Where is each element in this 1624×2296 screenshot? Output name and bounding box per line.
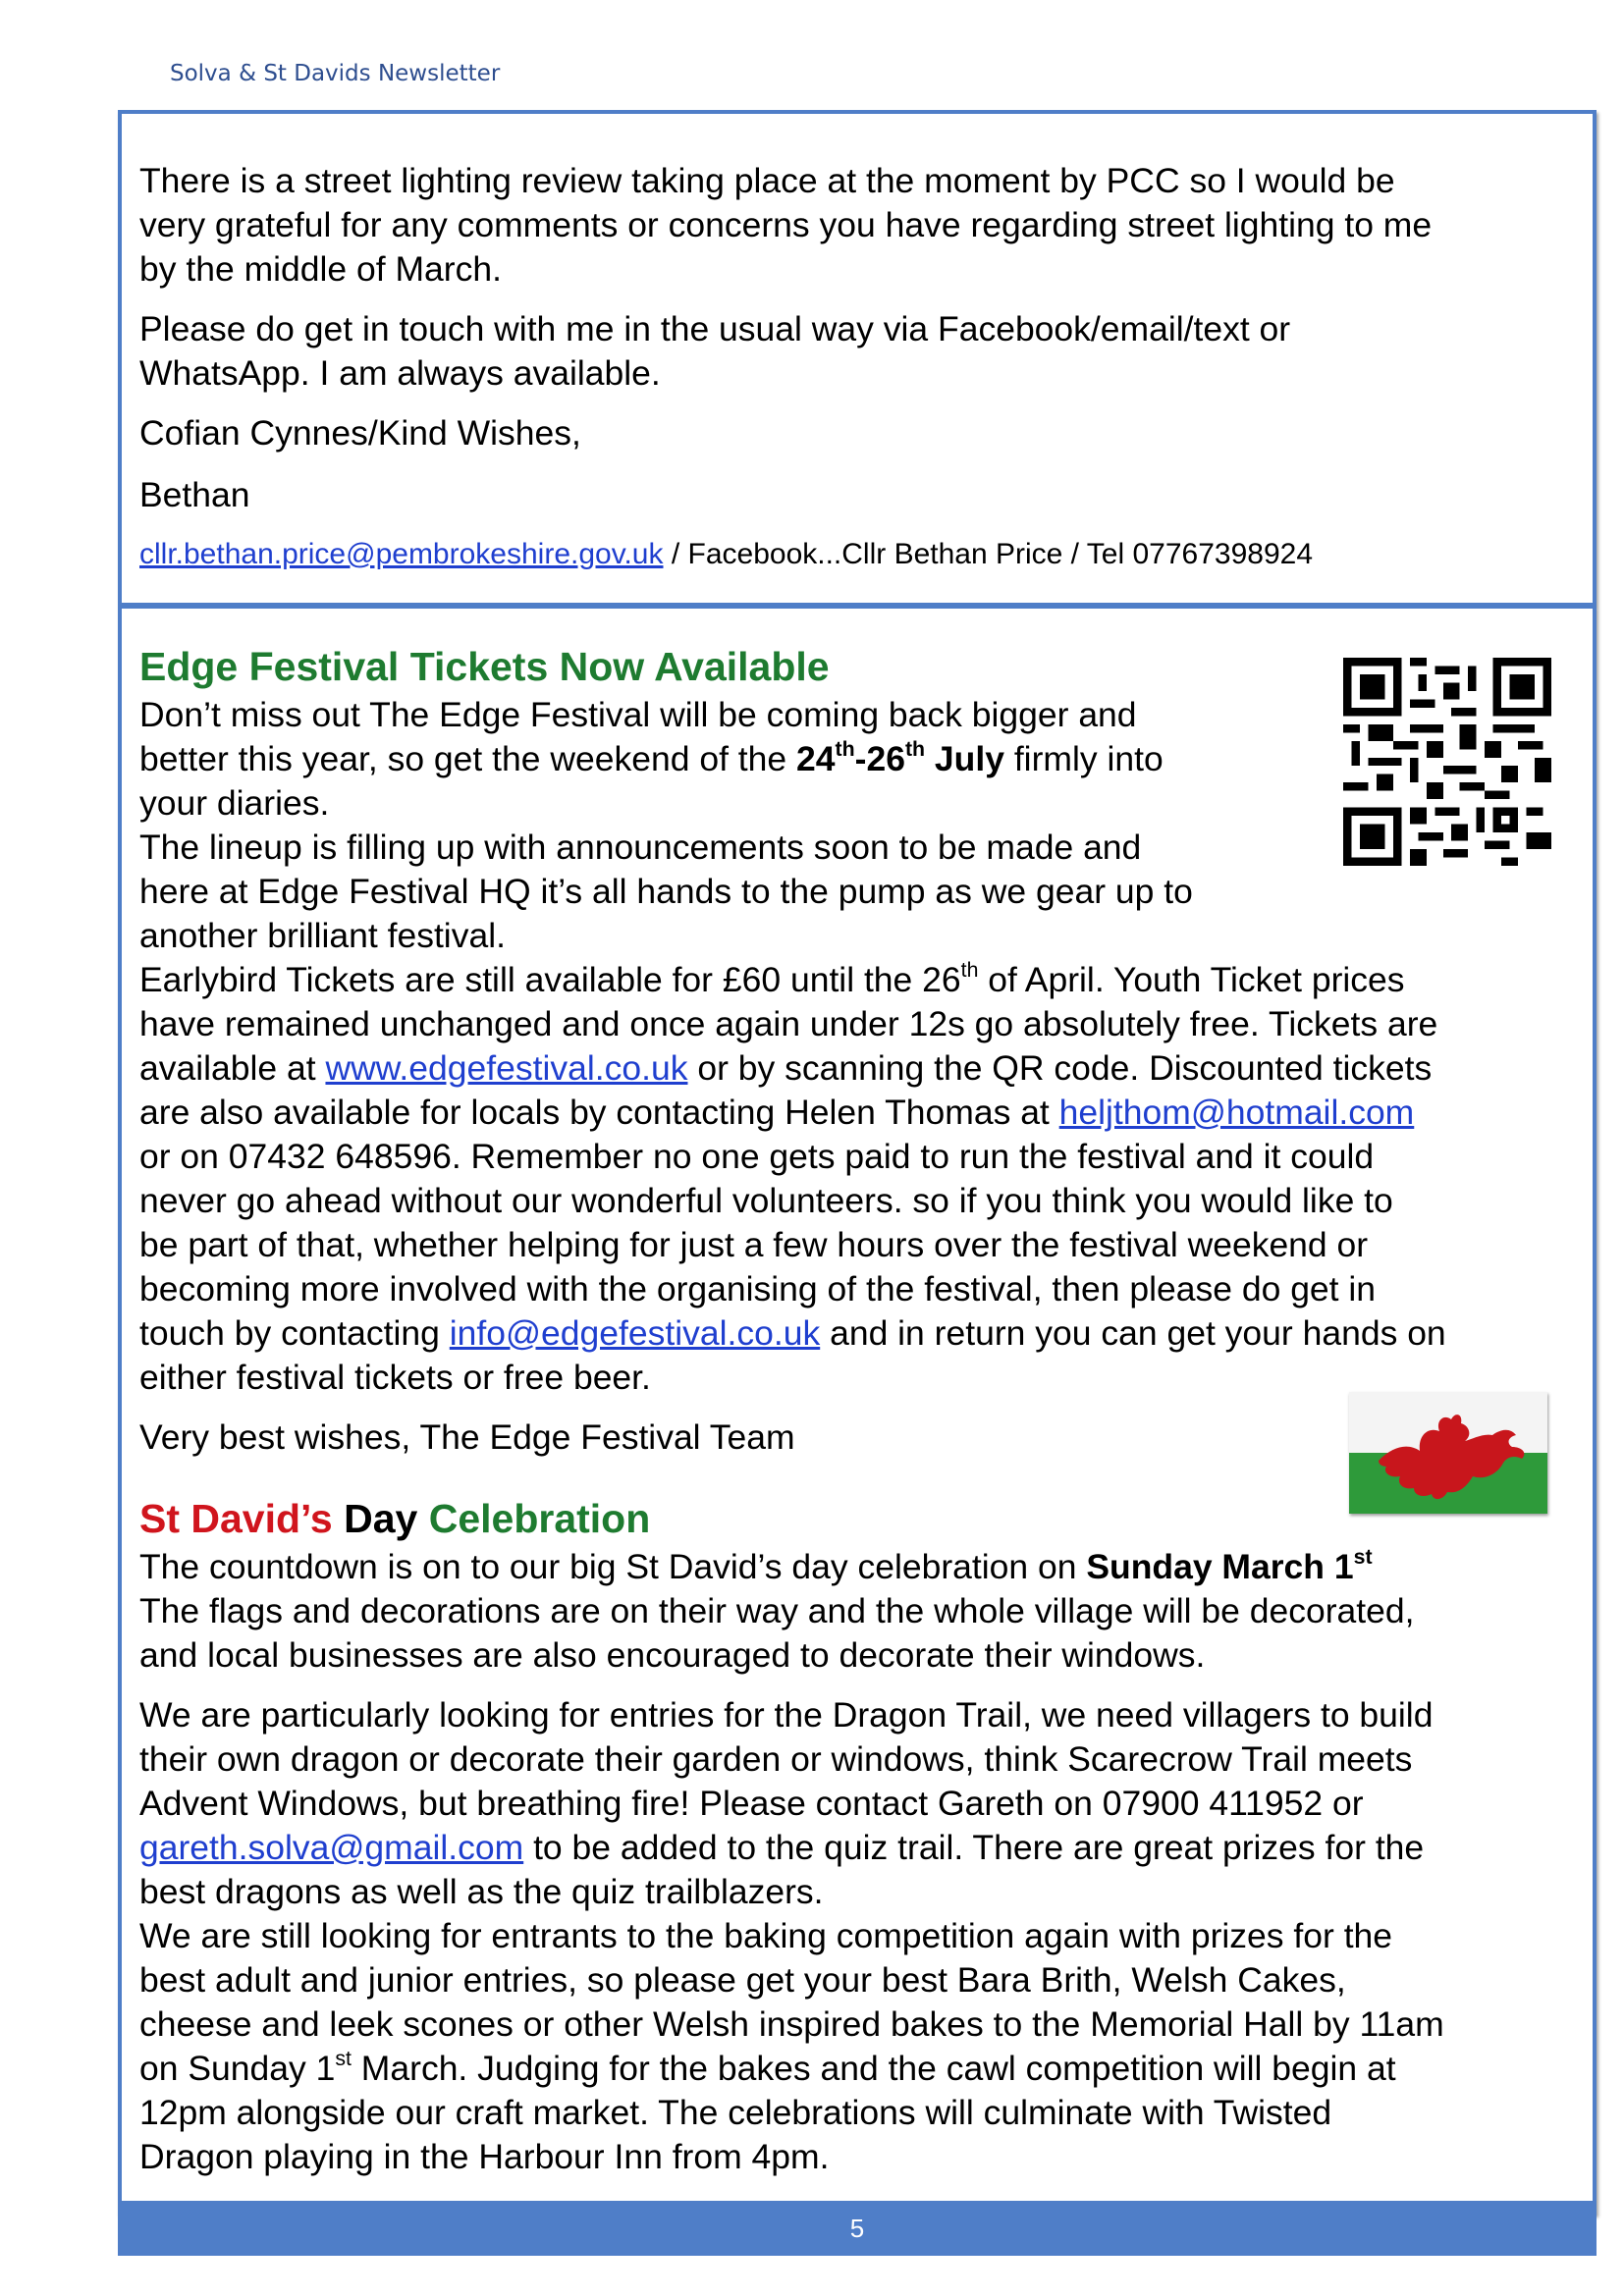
contact-details: / Facebook...Cllr Bethan Price / Tel 07767398924 [663, 538, 1314, 570]
edge-line: available at www.edgefestival.co.uk or by scanning the QR code. Discounted tickets [139, 1048, 1433, 1088]
edge-line: another brilliant festival. [139, 916, 506, 955]
welsh-flag-icon [1349, 1392, 1547, 1514]
edge-line: The lineup is filling up with announcements soon to be made and [139, 828, 1142, 867]
edge-line: are also available for locals by contacting Helen Thomas at heljthom@hotmail.com [139, 1093, 1415, 1132]
edge-line: Earlybird Tickets are still available for £60 until the 26th of April. Youth Ticket prices [139, 958, 1405, 999]
stdavid-line: We are particularly looking for entries for the Dragon Trail, we need villagers to build [139, 1695, 1434, 1735]
councillor-para1-line1: There is a street lighting review taking place at the moment by PCC so I would be [139, 161, 1395, 200]
councillor-email-link[interactable]: cllr.bethan.price@pembrokeshire.gov.uk [139, 538, 664, 570]
edge-info-email-link[interactable]: info@edgefestival.co.uk [449, 1313, 821, 1353]
stdavid-line: best dragons as well as the quiz trailblazers. [139, 1872, 824, 1911]
councillor-para2-line2: WhatsApp. I am always available. [139, 353, 661, 393]
councillor-para1-line2: very grateful for any comments or concerns you have regarding street lighting to me [139, 205, 1433, 244]
edge-website-link[interactable]: www.edgefestival.co.uk [325, 1048, 688, 1088]
stdavid-line: The countdown is on to our big St David’s day celebration on Sunday March 1st [139, 1545, 1373, 1586]
edge-line: here at Edge Festival HQ it’s all hands to the pump as we gear up to [139, 872, 1193, 911]
edge-heading: Edge Festival Tickets Now Available [139, 644, 830, 689]
edge-line: or on 07432 648596. Remember no one gets paid to run the festival and it could [139, 1137, 1375, 1176]
edge-line: your diaries. [139, 783, 330, 823]
newsletter-header: Solva & St Davids Newsletter [170, 61, 501, 86]
helen-email-link[interactable]: heljthom@hotmail.com [1058, 1093, 1415, 1132]
edge-line: have remained unchanged and once again under 12s go absolutely free. Tickets are [139, 1004, 1438, 1043]
edge-line: better this year, so get the weekend of the 24th-26th July firmly into [139, 737, 1164, 778]
edge-line: be part of that, whether helping for just a few hours over the festival weekend or [139, 1225, 1369, 1264]
page-footer [118, 2201, 1597, 2256]
stdavid-line: best adult and junior entries, so please get your best Bara Brith, Welsh Cakes, [139, 1960, 1346, 2000]
gareth-email-link[interactable]: gareth.solva@gmail.com [139, 1828, 524, 1867]
stdavid-line: The flags and decorations are on their way and the whole village will be decorated, [139, 1591, 1415, 1630]
edge-line: either festival tickets or free beer. [139, 1358, 651, 1397]
stdavid-line: We are still looking for entrants to the baking competition again with prizes for the [139, 1916, 1393, 1955]
qr-code-icon[interactable] [1343, 658, 1551, 866]
stdavid-line: cheese and leek scones or other Welsh inspired bakes to the Memorial Hall by 11am [139, 2004, 1444, 2044]
edge-signoff: Very best wishes, The Edge Festival Team [139, 1417, 795, 1457]
signature-name: Bethan [139, 475, 250, 514]
signoff: Cofian Cynnes/Kind Wishes, [139, 413, 581, 453]
contact-line [139, 532, 1313, 576]
stdavid-line: their own dragon or decorate their garden or windows, think Scarecrow Trail meets [139, 1739, 1413, 1779]
edge-line: never go ahead without our wonderful volunteers. so if you think you would like to [139, 1181, 1393, 1220]
stdavid-line: Advent Windows, but breathing fire! Please contact Gareth on 07900 411952 or [139, 1784, 1364, 1823]
stdavid-line: 12pm alongside our craft market. The celebrations will culminate with Twisted [139, 2093, 1332, 2132]
edge-line: becoming more involved with the organising of the festival, then please do get in [139, 1269, 1377, 1308]
councillor-para1-line3: by the middle of March. [139, 249, 502, 289]
stdavid-line: gareth.solva@gmail.com to be added to the quiz trail. There are great prizes for the [139, 1828, 1425, 1867]
page-number: 5 [849, 2214, 865, 2243]
stdavid-line: and local businesses are also encouraged to decorate their windows. [139, 1635, 1206, 1675]
edge-line: Don’t miss out The Edge Festival will be coming back bigger and [139, 695, 1137, 734]
councillor-para2-line1: Please do get in touch with me in the usual way via Facebook/email/text or [139, 309, 1291, 348]
stdavid-line: Dragon playing in the Harbour Inn from 4pm. [139, 2137, 830, 2176]
stdavid-line: on Sunday 1st March. Judging for the bakes and the cawl competition will begin at [139, 2047, 1396, 2088]
edge-line: touch by contacting info@edgefestival.co.uk and in return you can get your hands on [139, 1313, 1446, 1353]
stdavid-heading: St David’s Day Celebration [139, 1496, 651, 1541]
